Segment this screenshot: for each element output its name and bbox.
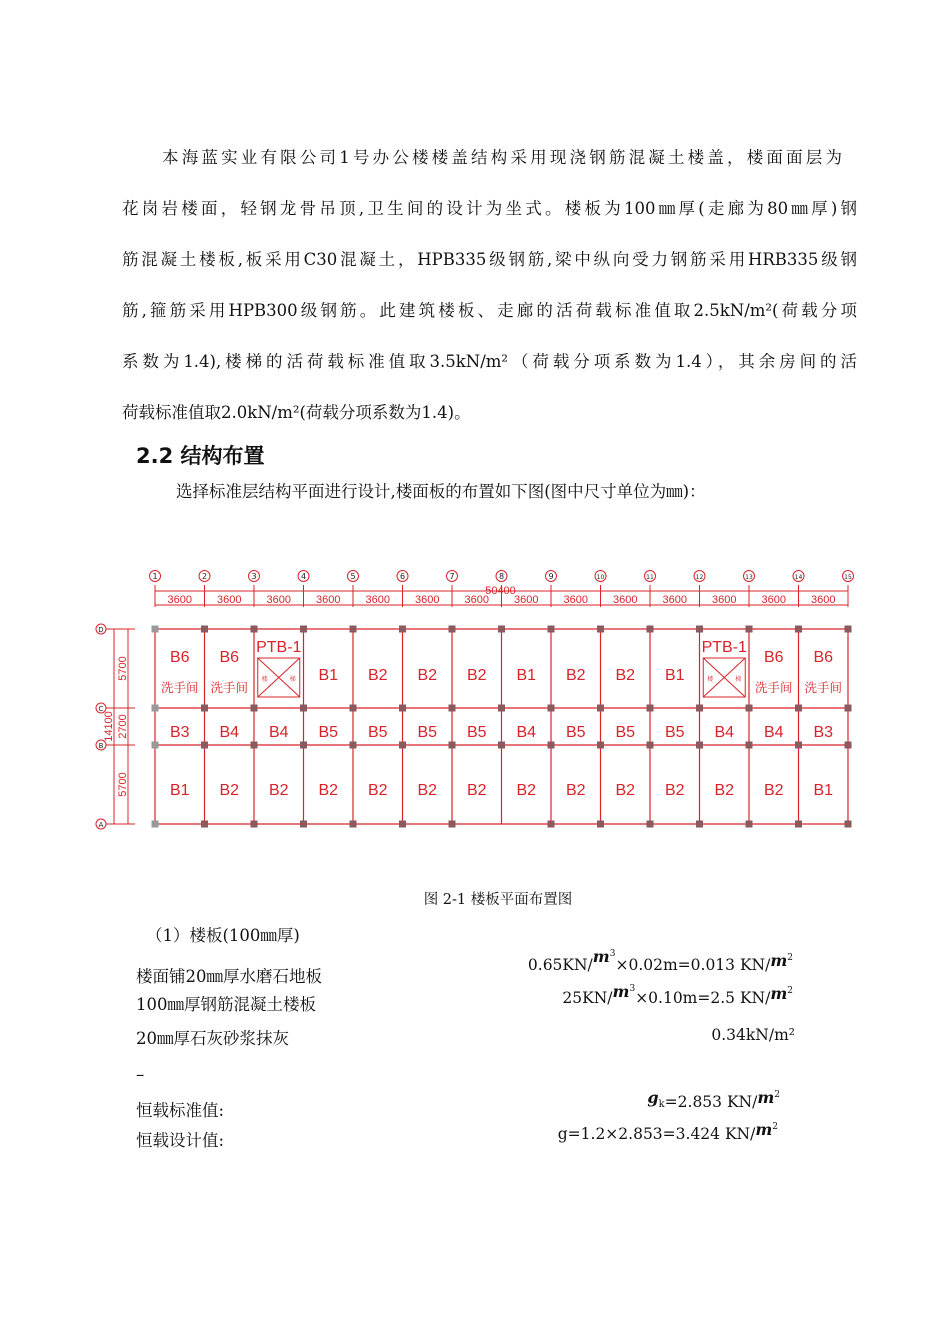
column: [350, 742, 357, 749]
unit: m: [612, 982, 630, 1001]
column: [795, 821, 802, 828]
slab-label: B2: [516, 782, 537, 799]
column: [548, 742, 555, 749]
stair-char: 楼: [261, 676, 268, 683]
column: [845, 705, 852, 712]
column: [449, 821, 456, 828]
axis-number: 14: [794, 574, 803, 581]
paragraph-line: 花岗岩楼面，轻钢龙骨吊顶,卫生间的设计为坐式。楼板为100㎜厚(走廊为80㎜厚)钢: [122, 199, 857, 218]
axis-number: 10: [596, 574, 605, 581]
column: [350, 705, 357, 712]
slab-label: B2: [565, 782, 586, 799]
slab-label: B6: [813, 649, 834, 666]
slab-label: B2: [466, 782, 487, 799]
slab-label: B2: [466, 667, 487, 684]
column: [399, 821, 406, 828]
calc-value: [562, 982, 793, 1007]
slab-label: B4: [268, 724, 289, 741]
design-load-label: 恒载设计值:: [136, 1131, 225, 1150]
axis-letter: A: [98, 821, 104, 829]
slab-label: B1: [813, 782, 834, 799]
slab-label: B2: [565, 667, 586, 684]
paragraph-line: 荷载标准值取2.0kN/m²(荷载分项系数为1.4)。: [122, 403, 471, 422]
bay-dimension: 3600: [514, 594, 539, 606]
value: =2.853 KN/: [664, 1093, 758, 1111]
column: [845, 742, 852, 749]
calc-pre: 0.65KN/: [527, 956, 593, 974]
calc-value: 0.34kN/m²: [711, 1026, 795, 1044]
column: [498, 705, 505, 712]
bay-dimension: 3600: [613, 594, 638, 606]
column: [696, 705, 703, 712]
slab-label: B6: [763, 649, 784, 666]
axis-letter: C: [98, 705, 104, 713]
axis-letter: B: [98, 742, 104, 750]
bay-dimension: 3600: [217, 594, 242, 606]
column: [350, 821, 357, 828]
column: [597, 821, 604, 828]
column: [597, 626, 604, 633]
slab-label: B2: [664, 782, 685, 799]
column: [647, 821, 654, 828]
sup: 3: [609, 948, 616, 959]
column: [795, 626, 802, 633]
slab-label: B2: [615, 782, 636, 799]
slab-label: B2: [714, 782, 735, 799]
stair-char: 梯: [735, 676, 742, 683]
column: [696, 742, 703, 749]
slab-label: B2: [318, 782, 339, 799]
unit: m: [755, 1120, 773, 1139]
axis-number: 6: [399, 572, 406, 581]
section-heading: 2.2 结构布置: [136, 444, 265, 468]
column: [300, 705, 307, 712]
slab-label: B3: [169, 724, 190, 741]
sup: 3: [629, 983, 636, 994]
axis-number: 5: [350, 572, 356, 581]
column: [300, 626, 307, 633]
row-dimension: 5700: [117, 772, 129, 797]
value: g=1.2×2.853=3.424 KN/: [557, 1125, 756, 1143]
column: [201, 742, 208, 749]
column: [795, 705, 802, 712]
column: [548, 821, 555, 828]
column: [696, 626, 703, 633]
column: [399, 626, 406, 633]
column: [399, 742, 406, 749]
unit: m: [592, 947, 610, 966]
calc-label: 100㎜厚钢筋混凝土楼板: [136, 995, 316, 1014]
column: [300, 742, 307, 749]
bay-dimension: 3600: [712, 594, 737, 606]
bay-dimension: 3600: [167, 594, 192, 606]
stair-char: 梯: [289, 676, 296, 683]
column: [746, 742, 753, 749]
bay-dimension: 3600: [266, 594, 291, 606]
bay-dimension: 3600: [563, 594, 588, 606]
column: [597, 705, 604, 712]
paragraph-line: 系数为1.4),楼梯的活荷载标准值取3.5kN/m²（荷载分项系数为1.4），其余房间的活: [122, 352, 857, 371]
sup: 2: [774, 1089, 780, 1100]
design-load-value: [557, 1120, 778, 1143]
column: [746, 705, 753, 712]
total-width: 14100: [103, 711, 115, 742]
column: [548, 626, 555, 633]
column: [449, 742, 456, 749]
bay-dimension: 3600: [761, 594, 786, 606]
column: [498, 626, 505, 633]
axis-number: 9: [548, 572, 554, 581]
column: [449, 705, 456, 712]
axis-number: 3: [251, 572, 257, 581]
slab-label: B1: [318, 667, 339, 684]
sup: 2: [772, 1121, 778, 1132]
column: [201, 705, 208, 712]
slab-label: B5: [664, 724, 685, 741]
axis-number: 12: [695, 574, 704, 581]
dash: –: [136, 1065, 145, 1084]
unit: m: [770, 951, 788, 970]
axis-number: 7: [449, 572, 455, 581]
standard-load-value: [647, 1088, 780, 1114]
column: [449, 626, 456, 633]
column: [696, 821, 703, 828]
axis-number: 15: [844, 574, 852, 581]
bay-dimension: 3600: [811, 594, 836, 606]
slab-label: B4: [763, 724, 784, 741]
calc-label: 20㎜厚石灰砂浆抹灰: [136, 1029, 289, 1048]
axis-number: 11: [646, 574, 654, 581]
bay-dimension: 3600: [662, 594, 687, 606]
column: [746, 821, 753, 828]
slab-label: B5: [318, 724, 339, 741]
axis-number: 1: [152, 572, 158, 581]
column: [350, 626, 357, 633]
slab-label: B5: [417, 724, 438, 741]
column: [201, 821, 208, 828]
slab-label: B1: [169, 782, 190, 799]
bay-dimension: 3600: [415, 594, 440, 606]
bay-dimension: 3600: [365, 594, 390, 606]
slab-label: B1: [516, 667, 537, 684]
slab-label: B5: [615, 724, 636, 741]
column: [548, 705, 555, 712]
column: [746, 626, 753, 633]
column: [647, 742, 654, 749]
row-dimension: 2700: [117, 714, 129, 739]
slab-label: B2: [615, 667, 636, 684]
column: [201, 626, 208, 633]
axis-number: 4: [300, 572, 307, 581]
unit: m: [757, 1088, 775, 1107]
paragraph-line: 本海蓝实业有限公司1号办公楼楼盖结构采用现浇钢筋混凝土楼盖，楼面面层为: [162, 148, 842, 167]
calc-value: [527, 947, 793, 974]
slab-label: B4: [714, 724, 735, 741]
column: [647, 626, 654, 633]
slab-label: B2: [268, 782, 289, 799]
slab-label: PTB-1: [256, 639, 302, 656]
slab-label: B2: [367, 782, 388, 799]
paragraph-line: 筋,箍筋采用HPB300级钢筋。此建筑楼板、走廊的活荷载标准值取2.5kN/m²(荷载分项: [122, 301, 857, 320]
column: [597, 742, 604, 749]
slab-label: B2: [417, 782, 438, 799]
axis-letter: D: [98, 626, 104, 634]
column: [152, 626, 159, 633]
slab-label: B5: [367, 724, 388, 741]
unit: m: [770, 984, 788, 1003]
sup: 2: [787, 952, 793, 963]
axis-number: 13: [745, 574, 753, 581]
bay-dimension: 3600: [464, 594, 489, 606]
column: [251, 705, 258, 712]
washroom-label: 洗手间: [804, 680, 843, 695]
total-length: 50400: [485, 585, 516, 597]
figure-caption: 图 2-1 楼板平面布置图: [423, 892, 573, 908]
slab-label: B1: [664, 667, 685, 684]
axis-number: 2: [201, 572, 208, 581]
slab-label: B4: [516, 724, 537, 741]
column: [845, 821, 852, 828]
calc-subheading: （1）楼板(100㎜厚): [146, 926, 300, 945]
slab-label: B4: [219, 724, 240, 741]
washroom-label: 洗手间: [754, 680, 793, 695]
sup: 2: [787, 985, 793, 996]
subscript: k: [658, 1099, 665, 1111]
slab-label: B2: [367, 667, 388, 684]
calc-mid: ×0.10m=2.5 KN/: [635, 989, 771, 1007]
slab-label: B2: [219, 782, 240, 799]
slab-label: B6: [219, 649, 240, 666]
section-intro: 选择标准层结构平面进行设计,楼面板的布置如下图(图中尺寸单位为㎜)：: [176, 482, 706, 501]
washroom-label: 洗手间: [160, 680, 199, 695]
column: [647, 705, 654, 712]
symbol: g: [647, 1088, 659, 1107]
axis-number: 8: [498, 572, 505, 581]
calc-label: 楼面铺20㎜厚水磨石地板: [136, 967, 322, 986]
paragraph-line: 筋混凝土楼板,板采用C30混凝土，HPB335级钢筋,梁中纵向受力钢筋采用HRB335级钢: [122, 250, 857, 269]
column: [152, 742, 159, 749]
column: [152, 821, 159, 828]
slab-label: PTB-1: [701, 639, 747, 656]
column: [251, 626, 258, 633]
column: [498, 742, 505, 749]
slab-label: B5: [466, 724, 487, 741]
bay-dimension: 3600: [316, 594, 341, 606]
slab-label: B2: [417, 667, 438, 684]
column: [152, 705, 159, 712]
stair-char: 楼: [707, 676, 714, 683]
washroom-label: 洗手间: [210, 680, 249, 695]
column: [845, 626, 852, 633]
column: [251, 742, 258, 749]
calc-mid: ×0.02m=0.013 KN/: [615, 956, 771, 974]
standard-load-label: 恒载标准值:: [136, 1101, 225, 1120]
column: [399, 705, 406, 712]
calc-pre: 25KN/: [562, 989, 613, 1007]
slab-label: B5: [565, 724, 586, 741]
slab-label: B3: [813, 724, 834, 741]
column: [251, 821, 258, 828]
column: [795, 742, 802, 749]
row-dimension: 5700: [117, 656, 129, 681]
slab-label: B6: [169, 649, 190, 666]
slab-label: B2: [763, 782, 784, 799]
column: [300, 821, 307, 828]
